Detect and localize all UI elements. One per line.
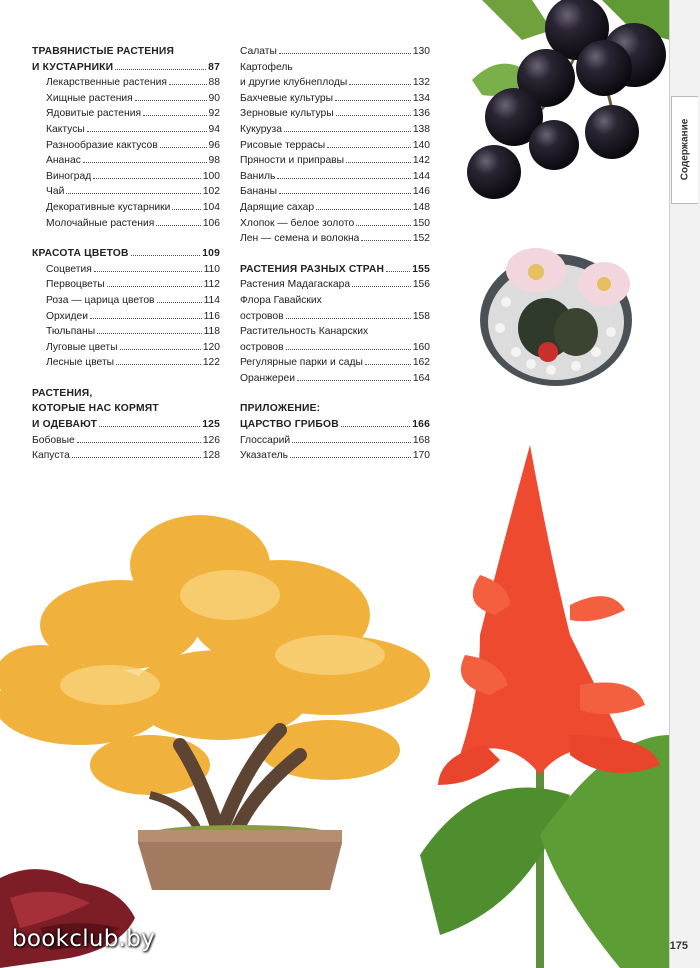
toc-dot-leader <box>327 146 411 148</box>
toc-entry-title: Ананас <box>46 155 81 167</box>
toc-entry[interactable] <box>240 324 430 340</box>
toc-dot-leader <box>93 177 201 179</box>
toc-entry[interactable] <box>32 75 220 91</box>
toc-entry-title: Декоративные кустарники <box>46 201 171 213</box>
toc-entry[interactable] <box>240 75 430 91</box>
toc-page-number: 160 <box>412 341 430 353</box>
toc-entry[interactable] <box>32 262 220 278</box>
toc-entry-title: Картофель <box>240 61 293 73</box>
toc-section-heading[interactable] <box>32 417 220 433</box>
toc-spacer <box>32 371 220 386</box>
toc-dot-leader <box>66 192 200 194</box>
toc-entry-title: Бахчевые культуры <box>240 92 334 104</box>
toc-page-number: 98 <box>208 155 220 167</box>
toc-page-number: 156 <box>412 279 430 291</box>
toc-entry-title: ПРИЛОЖЕНИЕ: <box>240 403 321 415</box>
salvia-image <box>420 435 670 968</box>
toc-entry-title: ТРАВЯНИСТЫЕ РАСТЕНИЯ <box>32 46 175 57</box>
toc-entry-title: Рисовые террасы <box>240 139 326 151</box>
toc-entry[interactable] <box>240 448 430 464</box>
toc-entry-title: Флора Гавайских <box>240 294 322 306</box>
toc-entry[interactable] <box>240 169 430 185</box>
section-label: Содержание <box>679 118 691 180</box>
toc-spacer <box>32 231 220 246</box>
toc-entry-title: Виноград <box>46 170 92 182</box>
toc-dot-leader <box>99 425 200 427</box>
toc-section-heading[interactable] <box>240 401 430 417</box>
toc-page-number: 116 <box>203 310 220 322</box>
toc-entry-title: Дарящие сахар <box>240 201 315 213</box>
toc-dot-leader <box>87 130 207 132</box>
toc-entry-title: Ядовитые растения <box>46 108 142 120</box>
toc-entry-title: И КУСТАРНИКИ <box>32 61 114 73</box>
toc-page-number: 170 <box>412 450 430 462</box>
toc-page-number: 114 <box>203 294 220 306</box>
toc-entry-title: КОТОРЫЕ НАС КОРМЯТ <box>32 403 159 415</box>
toc-section-heading[interactable] <box>32 246 220 262</box>
toc-entry-title: и другие клубнеплоды <box>240 77 348 89</box>
bonsai-image <box>0 505 445 905</box>
toc-entry-title: Оранжереи <box>240 372 295 384</box>
toc-section-heading[interactable] <box>240 417 430 433</box>
toc-dot-leader <box>290 456 411 458</box>
toc-page-number: 128 <box>202 450 220 462</box>
toc-entry[interactable] <box>32 169 220 185</box>
toc-entry[interactable] <box>240 184 430 200</box>
toc-dot-leader <box>365 363 411 365</box>
toc-entry[interactable] <box>240 122 430 138</box>
toc-spacer <box>240 386 430 401</box>
toc-dot-leader <box>286 348 411 350</box>
toc-page-number: 148 <box>412 201 430 213</box>
toc-column-2 <box>240 44 430 464</box>
toc-dot-leader <box>116 363 201 365</box>
toc-page-number: 158 <box>412 310 430 322</box>
toc-page-number: 87 <box>208 61 220 73</box>
toc-entry[interactable] <box>240 91 430 107</box>
toc-dot-leader <box>386 270 410 272</box>
toc-dot-leader <box>77 441 201 443</box>
toc-entry[interactable] <box>240 293 430 309</box>
toc-entry-title: Соцветия <box>46 263 92 275</box>
toc-entry-title: Тюльпаны <box>46 326 96 338</box>
toc-entry-title: Молочайные растения <box>46 217 155 229</box>
toc-dot-leader <box>346 161 411 163</box>
toc-page-number: 106 <box>202 217 220 229</box>
toc-page-number: 146 <box>412 186 430 198</box>
toc-page-number: 155 <box>412 263 430 275</box>
toc-entry-title: Растительность Канарских <box>240 326 369 338</box>
toc-dot-leader <box>90 317 202 319</box>
toc-page-number: 152 <box>412 233 430 245</box>
toc-page-number: 112 <box>203 279 220 291</box>
toc-spacer <box>240 247 430 262</box>
toc-entry-title: КРАСОТА ЦВЕТОВ <box>32 248 129 260</box>
toc-entry[interactable] <box>240 309 430 325</box>
toc-entry-title: Кукуруза <box>240 123 283 135</box>
toc-entry[interactable] <box>240 277 430 293</box>
toc-entry-title: Первоцветы <box>46 279 105 291</box>
toc-entry[interactable] <box>240 216 430 232</box>
toc-entry-title: Бананы <box>240 186 277 198</box>
toc-page-number: 104 <box>202 201 220 213</box>
blackcurrant-image <box>462 0 670 205</box>
toc-entry[interactable] <box>240 231 430 247</box>
toc-entry[interactable] <box>32 91 220 107</box>
toc-entry-title: Кактусы <box>46 123 85 135</box>
toc-entry[interactable] <box>32 216 220 232</box>
toc-dot-leader <box>279 192 411 194</box>
toc-page-number: 90 <box>208 92 220 104</box>
toc-page-number: 162 <box>412 357 430 369</box>
toc-dot-leader <box>135 99 207 101</box>
toc-page-number: 92 <box>208 108 220 120</box>
toc-dot-leader <box>107 285 202 287</box>
toc-entry-title: Салаты <box>240 46 277 57</box>
toc-entry[interactable] <box>32 138 220 154</box>
toc-entry-title: Орхидеи <box>46 310 89 322</box>
toc-entry-title: Пряности и приправы <box>240 155 345 167</box>
toc-entry[interactable] <box>32 433 220 449</box>
toc-entry[interactable] <box>32 324 220 340</box>
toc-entry-title: Хищные растения <box>46 92 133 104</box>
toc-entry[interactable] <box>32 184 220 200</box>
toc-page-number: 138 <box>412 123 430 135</box>
toc-entry-title: Луговые цветы <box>46 341 118 353</box>
toc-entry-title: И ОДЕВАЮТ <box>32 419 98 431</box>
toc-dot-leader <box>341 425 410 427</box>
toc-entry[interactable] <box>240 44 430 60</box>
toc-entry[interactable] <box>32 340 220 356</box>
toc-entry-title: Глоссарий <box>240 434 291 446</box>
toc-dot-leader <box>286 317 411 319</box>
toc-entry[interactable] <box>32 277 220 293</box>
toc-entry[interactable] <box>240 371 430 387</box>
toc-entry-title: Роза — царица цветов <box>46 294 155 306</box>
toc-dot-leader <box>336 114 411 116</box>
watermark: bookclub.by <box>12 926 156 952</box>
toc-page-number: 144 <box>412 170 430 182</box>
toc-section-heading[interactable] <box>32 386 220 402</box>
cactus-image <box>476 232 646 392</box>
toc-entry[interactable] <box>32 122 220 138</box>
toc-entry[interactable] <box>32 448 220 464</box>
toc-dot-leader <box>94 270 202 272</box>
toc-section-heading[interactable] <box>240 262 430 278</box>
toc-entry-title: Разнообразие кактусов <box>46 139 158 151</box>
toc-dot-leader <box>72 456 201 458</box>
toc-page-number: 109 <box>202 248 220 260</box>
toc-dot-leader <box>160 146 207 148</box>
toc-entry-title: Ваниль <box>240 170 276 182</box>
toc-dot-leader <box>279 52 411 54</box>
toc-entry[interactable] <box>32 355 220 371</box>
toc-dot-leader <box>157 301 202 303</box>
toc-page-number: 125 <box>202 419 220 431</box>
toc-dot-leader <box>97 332 201 334</box>
page-number: 175 <box>669 940 688 952</box>
toc-column-1 <box>32 44 220 464</box>
toc-entry-title: Указатель <box>240 450 288 462</box>
toc-dot-leader <box>120 348 201 350</box>
toc-entry-title: Лекарственные растения <box>46 77 167 89</box>
toc-entry-title: Бобовые <box>32 434 75 446</box>
toc-entry-title: Капуста <box>32 450 70 462</box>
toc-entry-title: островов <box>240 310 284 322</box>
toc-dot-leader <box>277 177 410 179</box>
toc-dot-leader <box>131 254 201 256</box>
toc-page-number: 136 <box>412 108 430 120</box>
toc-page-number: 164 <box>412 372 430 384</box>
toc-entry-title: Зерновые культуры <box>240 108 334 120</box>
toc-entry[interactable] <box>240 340 430 356</box>
toc-entry-title: Регулярные парки и сады <box>240 357 363 369</box>
toc-page-number: 122 <box>202 357 220 369</box>
toc-entry[interactable] <box>240 138 430 154</box>
toc-section-heading[interactable] <box>32 60 220 76</box>
toc-entry-title: Лесные цветы <box>46 357 115 369</box>
toc-page-number: 166 <box>412 419 430 431</box>
toc-entry[interactable] <box>240 433 430 449</box>
toc-page-number: 132 <box>412 77 430 89</box>
toc-entry[interactable] <box>32 309 220 325</box>
toc-dot-leader <box>156 224 201 226</box>
toc-entry[interactable] <box>240 153 430 169</box>
toc-page-number: 130 <box>412 46 430 57</box>
toc-section-heading[interactable] <box>32 401 220 417</box>
toc-entry[interactable] <box>240 106 430 122</box>
toc-page-number: 150 <box>412 217 430 229</box>
toc-entry-title: Растения Мадагаскара <box>240 279 351 291</box>
toc-page-number: 140 <box>412 139 430 151</box>
toc-page-number: 94 <box>208 123 220 135</box>
toc-dot-leader <box>356 224 411 226</box>
toc-entry-title: ЦАРСТВО ГРИБОВ <box>240 419 339 431</box>
toc-dot-leader <box>83 161 207 163</box>
toc-page-number: 120 <box>202 341 220 353</box>
toc-entry[interactable] <box>240 200 430 216</box>
toc-dot-leader <box>361 239 410 241</box>
sidebar <box>669 0 700 968</box>
toc-page-number: 118 <box>203 326 220 338</box>
toc-entry-title: РАСТЕНИЯ РАЗНЫХ СТРАН <box>240 263 385 275</box>
toc-entry-title: РАСТЕНИЯ, <box>32 387 93 399</box>
toc-page-number: 134 <box>412 92 430 104</box>
toc-page-number: 100 <box>202 170 220 182</box>
toc-dot-leader <box>335 99 411 101</box>
toc-page-number: 110 <box>203 263 220 275</box>
toc-page-number: 142 <box>412 155 430 167</box>
toc-entry[interactable] <box>32 106 220 122</box>
toc-entry[interactable] <box>32 153 220 169</box>
toc-section-heading[interactable] <box>32 44 220 60</box>
toc-dot-leader <box>172 208 200 210</box>
toc-page-number: 102 <box>202 186 220 198</box>
toc-dot-leader <box>349 83 411 85</box>
toc-dot-leader <box>169 83 207 85</box>
toc-entry-title: Лен — семена и волокна <box>240 233 360 245</box>
toc-entry[interactable] <box>240 355 430 371</box>
toc-dot-leader <box>297 379 411 381</box>
toc-dot-leader <box>284 130 411 132</box>
toc-page-number: 168 <box>412 434 430 446</box>
toc-page-number: 88 <box>208 77 220 89</box>
toc-page-number: 126 <box>202 434 220 446</box>
toc-dot-leader <box>292 441 411 443</box>
toc-entry-title: островов <box>240 341 284 353</box>
toc-entry-title: Чай <box>46 186 65 198</box>
toc-dot-leader <box>352 285 411 287</box>
toc-entry[interactable] <box>32 200 220 216</box>
toc-dot-leader <box>143 114 206 116</box>
toc-entry[interactable] <box>32 293 220 309</box>
toc-dot-leader <box>316 208 411 210</box>
toc-dot-leader <box>115 68 206 70</box>
toc-entry-title: Хлопок — белое золото <box>240 217 355 229</box>
toc-entry[interactable] <box>240 60 430 76</box>
toc-page-number: 96 <box>208 139 220 151</box>
